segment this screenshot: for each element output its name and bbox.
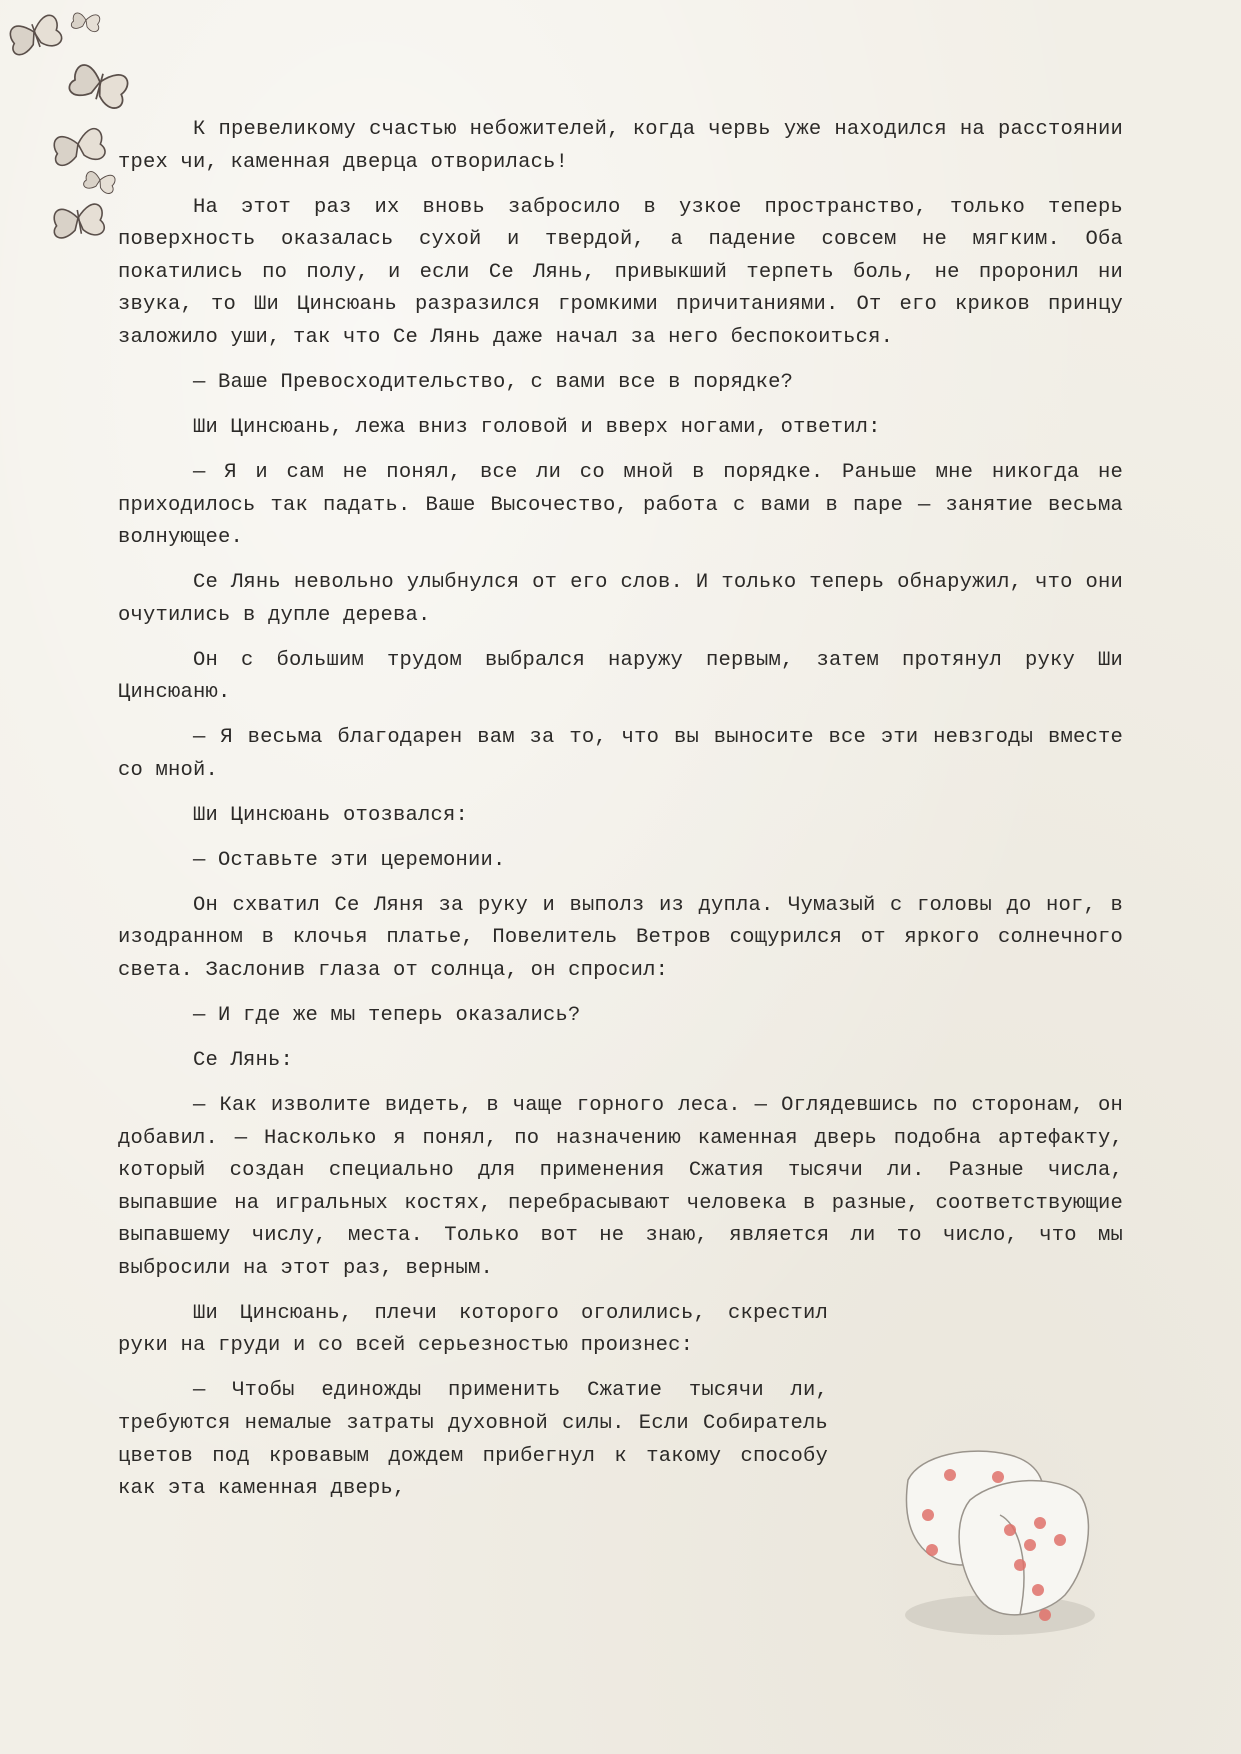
paragraph: — Как изволите видеть, в чаще горного леса. — Оглядевшись по сторонам, он добавил. — Насколько я понял, по назначению каменная дверь подобна артефакту, который создан специально для применения Сжатия тысячи ли. Разные числа, выпавшие на игральных костях, перебрасывают человека в разные, соответствующие выпавшему числу, места. Только вот не знаю, является ли то число, что мы выбросили на этот раз, верным.	[118, 1093, 1123, 1280]
paragraph: Ши Цинсюань отозвался:	[193, 803, 469, 827]
dice-icon	[880, 1415, 1120, 1655]
paragraph: Ши Цинсюань, лежа вниз головой и вверх ногами, ответил:	[193, 415, 881, 439]
butterfly-icon	[7, 13, 63, 56]
paragraph: На этот раз их вновь забросило в узкое пространство, только теперь поверхность оказалась сухой и твердой, а падение совсем не мягким. Оба покатились по полу, и если Се Лянь, привыкший терпеть боль, не проронил ни звука, то Ши Цинсюань разразился громкими причитаниями. От его криков принцу заложило уши, так что Се Лянь даже начал за него беспокоиться.	[118, 195, 1123, 349]
paragraph: Он схватил Се Ляня за руку и выполз из дупла. Чумазый с головы до ног, в изодранном в клочья платье, Повелитель Ветров сощурился от яркого солнечного света. Заслонив глаза от солнца, он спросил:	[118, 893, 1123, 982]
paragraph: — Чтобы единожды применить Сжатие тысячи ли, требуются немалые затраты духовной силы. Если Собиратель цветов под кровавым дождем прибегнул к такому способу как эта каменная дверь,	[118, 1379, 828, 1501]
paragraph: Ши Цинсюань, плечи которого оголились, скрестил руки на груди и со всей серьезностью произнес:	[118, 1301, 828, 1358]
paragraph: Он с большим трудом выбрался наружу первым, затем протянул руку Ши Цинсюаню.	[118, 648, 1123, 705]
story-text	[118, 114, 1123, 1518]
paragraph: — Ваше Превосходительство, с вами все в порядке?	[193, 370, 794, 394]
paragraph: — Я и сам не понял, все ли со мной в порядке. Раньше мне никогда не приходилось так падать. Ваше Высочество, работа с вами в паре — занятие весьма волнующее.	[118, 460, 1123, 550]
butterfly-icon	[51, 127, 106, 166]
butterfly-icon	[71, 11, 101, 33]
butterfly-icon	[52, 203, 105, 238]
paragraph: Се Лянь невольно улыбнулся от его слов. И только теперь обнаружил, что они очутились в дупле дерева.	[118, 571, 1123, 627]
paragraph: Се Лянь:	[193, 1048, 294, 1072]
paragraph: К превеликому счастью небожителей, когда червь уже находился на расстоянии трех чи, каменная дверца отворилась!	[118, 118, 1123, 174]
paragraph: — Я весьма благодарен вам за то, что вы выносите все эти невзгоды вместе со мной.	[118, 726, 1123, 782]
paragraph: — И где же мы теперь оказались?	[193, 1003, 581, 1027]
butterfly-icon	[83, 169, 117, 195]
butterfly-icon	[67, 60, 131, 111]
paragraph: — Оставьте эти церемонии.	[193, 848, 506, 872]
